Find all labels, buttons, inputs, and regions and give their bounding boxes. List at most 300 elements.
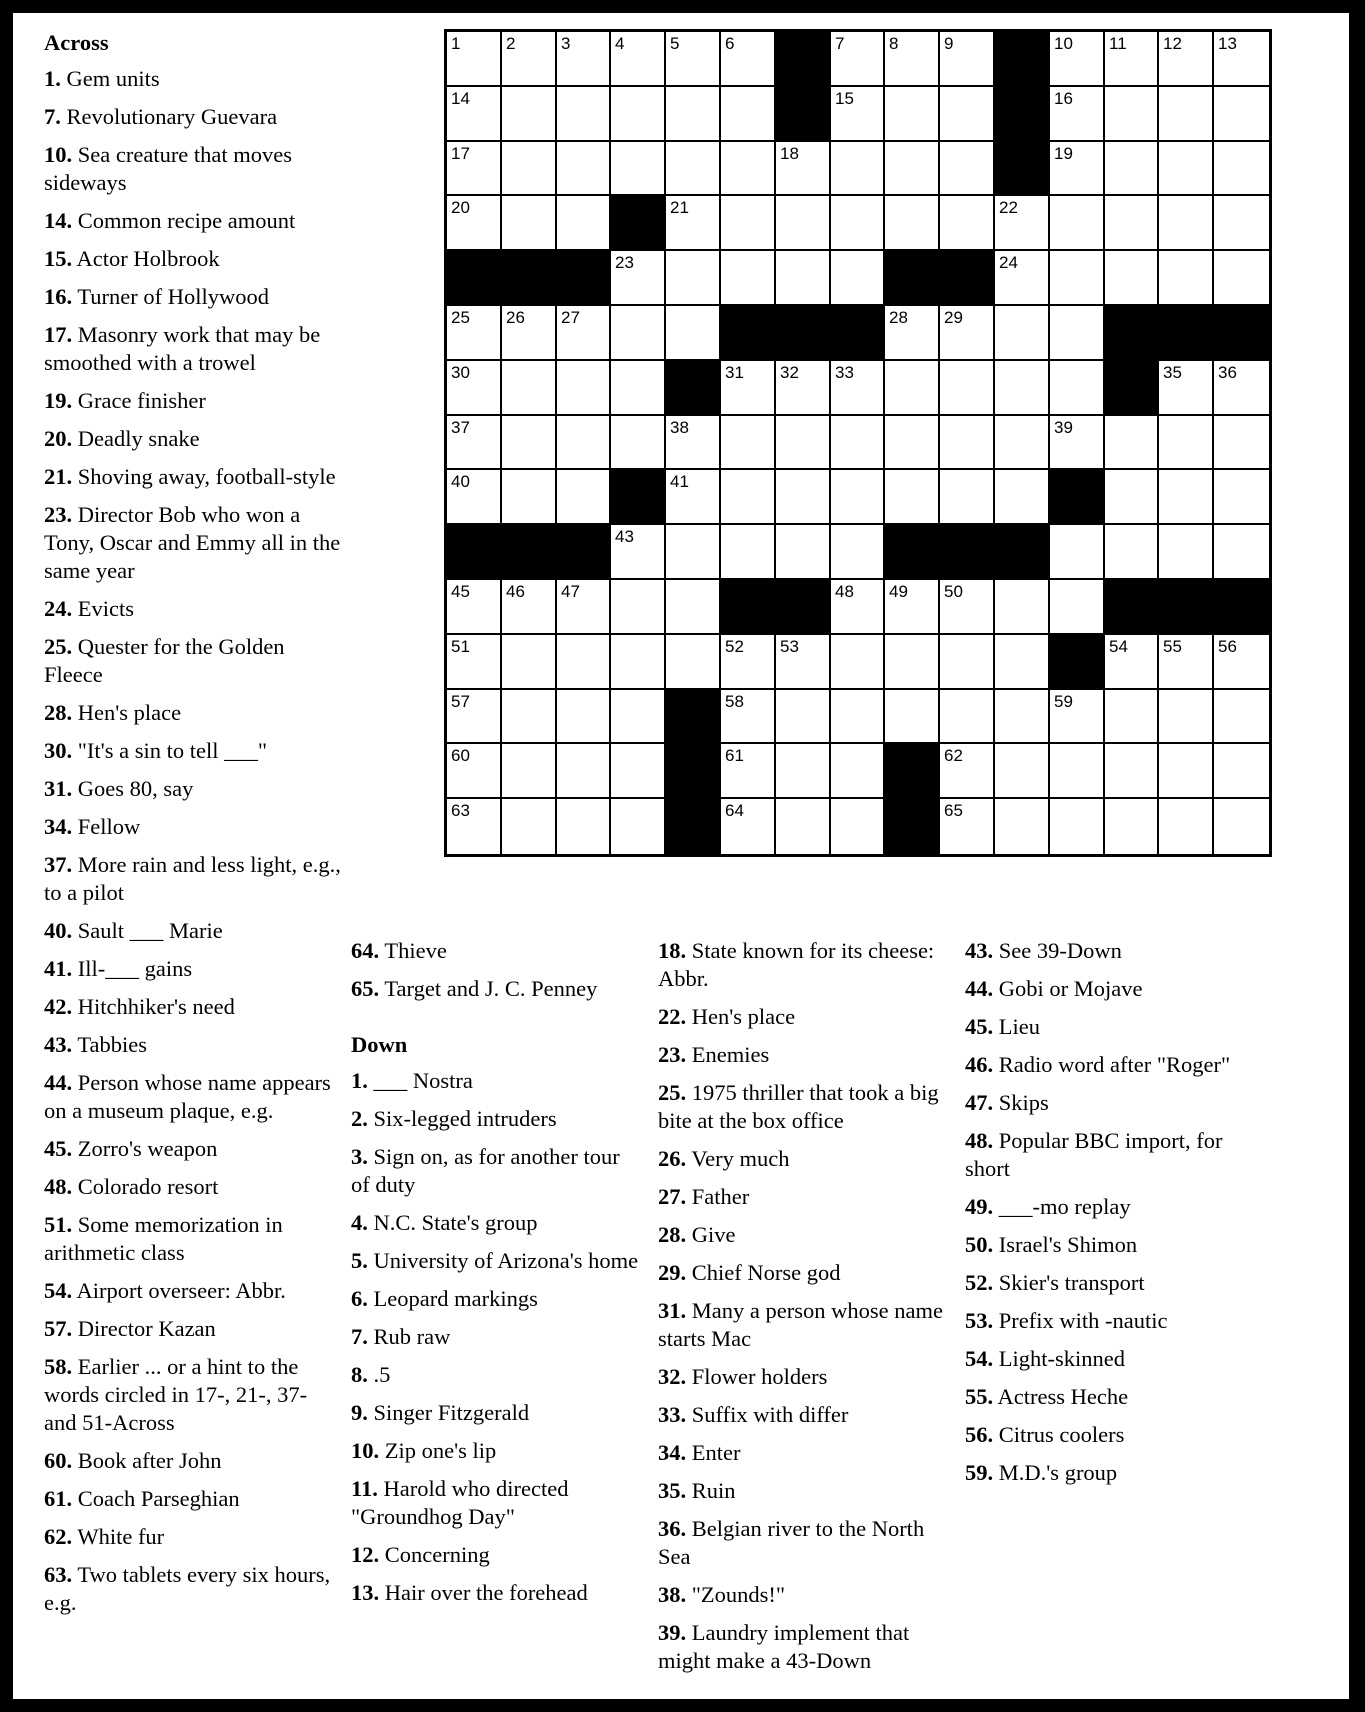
- grid-square[interactable]: [940, 306, 995, 361]
- grid-square[interactable]: [1214, 251, 1269, 306]
- down-clue[interactable]: [351, 1437, 641, 1465]
- across-clue[interactable]: [44, 917, 344, 945]
- clue-number: 13.: [351, 1580, 380, 1605]
- grid-square[interactable]: [995, 744, 1050, 799]
- grid-square[interactable]: [447, 690, 502, 744]
- clue-number: 12.: [351, 1542, 380, 1567]
- grid-square[interactable]: [1050, 525, 1105, 580]
- across-clue[interactable]: [44, 1561, 344, 1617]
- down-clue[interactable]: [658, 1477, 948, 1505]
- across-clue[interactable]: [44, 595, 344, 623]
- grid-square[interactable]: [1050, 196, 1105, 251]
- grid-square[interactable]: [557, 635, 611, 690]
- block-square: [885, 251, 940, 306]
- grid-square[interactable]: [502, 87, 557, 142]
- down-clue[interactable]: [965, 1421, 1255, 1449]
- grid-square[interactable]: [502, 799, 557, 854]
- grid-square[interactable]: [557, 744, 611, 799]
- grid-square[interactable]: [721, 416, 776, 470]
- grid-square[interactable]: [1214, 142, 1269, 196]
- down-clue[interactable]: [351, 1209, 641, 1237]
- grid-square[interactable]: [995, 251, 1050, 306]
- grid-square[interactable]: [831, 196, 885, 251]
- grid-square[interactable]: [666, 580, 721, 635]
- clue-text: Some memorization in arithmetic class: [44, 1212, 283, 1265]
- grid-square[interactable]: [776, 635, 831, 690]
- grid-square[interactable]: [447, 470, 502, 525]
- grid-square[interactable]: [940, 470, 995, 525]
- grid-square[interactable]: [557, 361, 611, 416]
- grid-square[interactable]: [502, 690, 557, 744]
- across-clue[interactable]: [44, 141, 344, 197]
- grid-square[interactable]: [776, 251, 831, 306]
- grid-square[interactable]: [1159, 196, 1214, 251]
- down-clue[interactable]: [658, 1619, 948, 1675]
- across-clue[interactable]: [44, 207, 344, 235]
- grid-square[interactable]: [885, 87, 940, 142]
- grid-square[interactable]: [1159, 361, 1214, 416]
- clue-number: 41.: [44, 956, 73, 981]
- grid-square[interactable]: [1159, 251, 1214, 306]
- grid-square[interactable]: [666, 306, 721, 361]
- square-number: 12: [1163, 34, 1182, 53]
- across-clue[interactable]: [44, 699, 344, 727]
- grid-square[interactable]: [885, 470, 940, 525]
- square-number: 41: [670, 472, 689, 491]
- block-square: [776, 580, 831, 635]
- grid-square[interactable]: [940, 142, 995, 196]
- grid-square[interactable]: [502, 196, 557, 251]
- grid-square[interactable]: [885, 306, 940, 361]
- grid-square[interactable]: [557, 32, 611, 87]
- grid-square[interactable]: [721, 87, 776, 142]
- grid-square[interactable]: [1105, 196, 1159, 251]
- clue-number: 1.: [44, 66, 61, 91]
- grid-square[interactable]: [557, 196, 611, 251]
- clue-number: 4.: [351, 1210, 368, 1235]
- down-clue[interactable]: [965, 937, 1255, 965]
- grid-square[interactable]: [447, 580, 502, 635]
- grid-square[interactable]: [885, 361, 940, 416]
- across-clue[interactable]: [44, 633, 344, 689]
- grid-square[interactable]: [1159, 799, 1214, 854]
- grid-square[interactable]: [1214, 525, 1269, 580]
- grid-square[interactable]: [447, 744, 502, 799]
- grid-square[interactable]: [1214, 87, 1269, 142]
- clue-text: Target and J. C. Penney: [384, 976, 598, 1001]
- grid-square[interactable]: [721, 635, 776, 690]
- grid-square[interactable]: [940, 32, 995, 87]
- grid-square[interactable]: [1105, 416, 1159, 470]
- grid-square[interactable]: [557, 416, 611, 470]
- clue-text: Earlier ... or a hint to the words circled in 17-, 21-, 37- and 51-Across: [44, 1354, 308, 1435]
- grid-square[interactable]: [447, 361, 502, 416]
- grid-square[interactable]: [611, 361, 666, 416]
- clue-number: 42.: [44, 994, 73, 1019]
- across-clue[interactable]: [44, 1523, 344, 1551]
- down-clue[interactable]: [658, 1515, 948, 1571]
- grid-square[interactable]: [1050, 142, 1105, 196]
- grid-square[interactable]: [502, 361, 557, 416]
- grid-square[interactable]: [1159, 142, 1214, 196]
- across-clue[interactable]: [44, 1135, 344, 1163]
- grid-square[interactable]: [1159, 635, 1214, 690]
- grid-square[interactable]: [995, 361, 1050, 416]
- grid-square[interactable]: [557, 306, 611, 361]
- grid-square[interactable]: [611, 87, 666, 142]
- grid-square[interactable]: [776, 744, 831, 799]
- down-clue[interactable]: [658, 1297, 948, 1353]
- grid-square[interactable]: [831, 744, 885, 799]
- clue-number: 63.: [44, 1562, 73, 1587]
- across-clue[interactable]: [44, 1353, 344, 1437]
- across-clue[interactable]: [44, 813, 344, 841]
- grid-square[interactable]: [611, 635, 666, 690]
- across-clue[interactable]: [44, 1277, 344, 1305]
- grid-square[interactable]: [666, 251, 721, 306]
- grid-square[interactable]: [1105, 799, 1159, 854]
- down-clue[interactable]: [658, 1259, 948, 1287]
- down-clue[interactable]: [965, 1345, 1255, 1373]
- grid-square[interactable]: [1214, 32, 1269, 87]
- grid-square[interactable]: [721, 142, 776, 196]
- grid-square[interactable]: [447, 196, 502, 251]
- grid-square[interactable]: [885, 635, 940, 690]
- grid-square[interactable]: [1105, 87, 1159, 142]
- across-clue[interactable]: [44, 851, 344, 907]
- down-clue[interactable]: [658, 937, 948, 993]
- grid-square[interactable]: [1050, 306, 1105, 361]
- clue-number: 18.: [658, 938, 687, 963]
- grid-square[interactable]: [940, 690, 995, 744]
- across-clue[interactable]: [44, 501, 344, 585]
- grid-square[interactable]: [1050, 744, 1105, 799]
- grid-square[interactable]: [557, 87, 611, 142]
- grid-square[interactable]: [557, 470, 611, 525]
- grid-square[interactable]: [831, 251, 885, 306]
- grid-square[interactable]: [502, 142, 557, 196]
- grid-square[interactable]: [502, 635, 557, 690]
- down-clue[interactable]: [965, 1051, 1255, 1079]
- down-clue[interactable]: [965, 1307, 1255, 1335]
- clue-text: State known for its cheese: Abbr.: [658, 938, 935, 991]
- grid-square[interactable]: [831, 87, 885, 142]
- grid-square[interactable]: [721, 196, 776, 251]
- across-clue[interactable]: [44, 1173, 344, 1201]
- grid-square[interactable]: [1159, 32, 1214, 87]
- grid-square[interactable]: [611, 799, 666, 854]
- grid-square[interactable]: [831, 470, 885, 525]
- down-clue[interactable]: [658, 1363, 948, 1391]
- clue-text: Citrus coolers: [998, 1422, 1125, 1447]
- grid-square[interactable]: [1105, 470, 1159, 525]
- grid-square[interactable]: [557, 799, 611, 854]
- grid-square[interactable]: [1050, 361, 1105, 416]
- down-clue[interactable]: [351, 1285, 641, 1313]
- grid-square[interactable]: [611, 142, 666, 196]
- grid-square[interactable]: [995, 690, 1050, 744]
- grid-square[interactable]: [502, 470, 557, 525]
- across-clue[interactable]: [44, 283, 344, 311]
- clue-text: Skier's transport: [998, 1270, 1145, 1295]
- grid-square[interactable]: [1105, 142, 1159, 196]
- grid-square[interactable]: [611, 690, 666, 744]
- grid-square[interactable]: [721, 361, 776, 416]
- grid-square[interactable]: [1159, 690, 1214, 744]
- across-clue[interactable]: [44, 737, 344, 765]
- grid-square[interactable]: [557, 580, 611, 635]
- square-number: 30: [451, 363, 470, 382]
- grid-square[interactable]: [885, 690, 940, 744]
- down-clue[interactable]: [351, 1323, 641, 1351]
- grid-square[interactable]: [721, 799, 776, 854]
- grid-square[interactable]: [721, 525, 776, 580]
- grid-square[interactable]: [1050, 580, 1105, 635]
- grid-square[interactable]: [666, 196, 721, 251]
- clue-text: Revolutionary Guevara: [66, 104, 278, 129]
- grid-square[interactable]: [776, 799, 831, 854]
- down-clue[interactable]: [351, 1475, 641, 1531]
- grid-square[interactable]: [776, 361, 831, 416]
- grid-square[interactable]: [776, 525, 831, 580]
- grid-square[interactable]: [611, 32, 666, 87]
- grid-square[interactable]: [447, 306, 502, 361]
- block-square: [666, 361, 721, 416]
- clue-text: Very much: [691, 1146, 790, 1171]
- block-square: [721, 306, 776, 361]
- down-clue[interactable]: [658, 1079, 948, 1135]
- grid-square[interactable]: [995, 635, 1050, 690]
- clue-number: 14.: [44, 208, 73, 233]
- grid-square[interactable]: [666, 416, 721, 470]
- grid-square[interactable]: [1159, 87, 1214, 142]
- grid-square[interactable]: [666, 470, 721, 525]
- grid-square[interactable]: [611, 525, 666, 580]
- grid-square[interactable]: [502, 416, 557, 470]
- grid-square[interactable]: [721, 251, 776, 306]
- grid-square[interactable]: [940, 580, 995, 635]
- grid-square[interactable]: [1105, 32, 1159, 87]
- across-clue[interactable]: [44, 65, 344, 93]
- across-clue[interactable]: [44, 321, 344, 377]
- grid-square[interactable]: [502, 32, 557, 87]
- down-clue[interactable]: [351, 1399, 641, 1427]
- grid-square[interactable]: [611, 744, 666, 799]
- down-clue[interactable]: [351, 1143, 641, 1199]
- across-clue[interactable]: [44, 245, 344, 273]
- down-clue[interactable]: [351, 1579, 641, 1607]
- grid-square[interactable]: [1159, 744, 1214, 799]
- grid-square[interactable]: [721, 32, 776, 87]
- across-clue[interactable]: [44, 387, 344, 415]
- clue-number: 20.: [44, 426, 73, 451]
- grid-square[interactable]: [885, 196, 940, 251]
- grid-square[interactable]: [831, 416, 885, 470]
- grid-square[interactable]: [940, 361, 995, 416]
- down-clue[interactable]: [965, 1013, 1255, 1041]
- down-clue[interactable]: [965, 1383, 1255, 1411]
- down-clue[interactable]: [351, 1247, 641, 1275]
- grid-square[interactable]: [447, 416, 502, 470]
- block-square: [776, 306, 831, 361]
- grid-square[interactable]: [776, 196, 831, 251]
- grid-square[interactable]: [1214, 744, 1269, 799]
- block-square: [721, 580, 776, 635]
- grid-square[interactable]: [447, 635, 502, 690]
- down-clue[interactable]: [965, 1231, 1255, 1259]
- down-clue[interactable]: [965, 1269, 1255, 1297]
- down-clue[interactable]: [658, 1439, 948, 1467]
- down-clue[interactable]: [658, 1183, 948, 1211]
- grid-square[interactable]: [995, 306, 1050, 361]
- down-clue[interactable]: [965, 975, 1255, 1003]
- grid-square[interactable]: [995, 196, 1050, 251]
- grid-square[interactable]: [1214, 690, 1269, 744]
- grid-square[interactable]: [502, 744, 557, 799]
- grid-square[interactable]: [502, 306, 557, 361]
- grid-square[interactable]: [557, 142, 611, 196]
- grid-square[interactable]: [666, 635, 721, 690]
- grid-square[interactable]: [776, 416, 831, 470]
- across-clue[interactable]: [44, 993, 344, 1021]
- grid-square[interactable]: [447, 32, 502, 87]
- across-clue[interactable]: [351, 937, 641, 965]
- down-clue[interactable]: [658, 1041, 948, 1069]
- square-number: 11: [1109, 34, 1127, 53]
- grid-square[interactable]: [831, 32, 885, 87]
- across-clue[interactable]: [44, 1315, 344, 1343]
- grid-square[interactable]: [885, 416, 940, 470]
- down-clue[interactable]: [351, 1067, 641, 1095]
- down-clue[interactable]: [658, 1003, 948, 1031]
- grid-square[interactable]: [831, 799, 885, 854]
- grid-square[interactable]: [940, 196, 995, 251]
- grid-square[interactable]: [1159, 470, 1214, 525]
- down-clue[interactable]: [658, 1221, 948, 1249]
- grid-square[interactable]: [885, 142, 940, 196]
- grid-square[interactable]: [776, 142, 831, 196]
- grid-square[interactable]: [447, 799, 502, 854]
- grid-square[interactable]: [1214, 196, 1269, 251]
- grid-square[interactable]: [666, 142, 721, 196]
- grid-square[interactable]: [1050, 251, 1105, 306]
- grid-square[interactable]: [1050, 799, 1105, 854]
- grid-square[interactable]: [1214, 416, 1269, 470]
- across-clue[interactable]: [44, 775, 344, 803]
- grid-square[interactable]: [1214, 635, 1269, 690]
- grid-square[interactable]: [1105, 635, 1159, 690]
- grid-square[interactable]: [1214, 799, 1269, 854]
- grid-square[interactable]: [721, 744, 776, 799]
- grid-square[interactable]: [557, 690, 611, 744]
- grid-square[interactable]: [1105, 525, 1159, 580]
- down-clue[interactable]: [658, 1145, 948, 1173]
- grid-square[interactable]: [940, 87, 995, 142]
- across-clue[interactable]: [44, 463, 344, 491]
- grid-square[interactable]: [995, 799, 1050, 854]
- square-number: 9: [944, 34, 954, 53]
- grid-square[interactable]: [611, 251, 666, 306]
- grid-square[interactable]: [1159, 416, 1214, 470]
- grid-square[interactable]: [1214, 470, 1269, 525]
- grid-square[interactable]: [721, 690, 776, 744]
- down-clue[interactable]: [965, 1089, 1255, 1117]
- across-clue[interactable]: [44, 103, 344, 131]
- grid-square[interactable]: [995, 580, 1050, 635]
- down-clue[interactable]: [658, 1401, 948, 1429]
- grid-square[interactable]: [995, 416, 1050, 470]
- grid-square[interactable]: [502, 580, 557, 635]
- across-clue[interactable]: [44, 425, 344, 453]
- grid-square[interactable]: [447, 87, 502, 142]
- clue-text: Rub raw: [373, 1324, 451, 1349]
- grid-square[interactable]: [831, 361, 885, 416]
- grid-square[interactable]: [940, 799, 995, 854]
- square-number: 63: [451, 801, 470, 820]
- grid-square[interactable]: [611, 580, 666, 635]
- grid-square[interactable]: [995, 470, 1050, 525]
- down-clue[interactable]: [965, 1127, 1255, 1183]
- grid-square[interactable]: [885, 32, 940, 87]
- across-clue[interactable]: [44, 1211, 344, 1267]
- grid-square[interactable]: [611, 306, 666, 361]
- clue-text: N.C. State's group: [373, 1210, 538, 1235]
- down-clue[interactable]: [351, 1541, 641, 1569]
- across-clue[interactable]: [44, 1069, 344, 1125]
- across-clue[interactable]: [44, 1485, 344, 1513]
- down-clue[interactable]: [965, 1193, 1255, 1221]
- grid-square[interactable]: [831, 142, 885, 196]
- grid-square[interactable]: [1050, 416, 1105, 470]
- across-clue[interactable]: [351, 975, 641, 1003]
- grid-square[interactable]: [721, 470, 776, 525]
- grid-square[interactable]: [831, 690, 885, 744]
- down-clue[interactable]: [658, 1581, 948, 1609]
- grid-square[interactable]: [1105, 744, 1159, 799]
- grid-square[interactable]: [940, 744, 995, 799]
- grid-square[interactable]: [1159, 525, 1214, 580]
- across-clue[interactable]: [44, 1447, 344, 1475]
- grid-square[interactable]: [831, 525, 885, 580]
- grid-square[interactable]: [776, 470, 831, 525]
- down-clue[interactable]: [351, 1105, 641, 1133]
- clue-text: Book after John: [77, 1448, 222, 1473]
- grid-square[interactable]: [1050, 32, 1105, 87]
- across-clue[interactable]: [44, 955, 344, 983]
- clue-text: Gem units: [66, 66, 160, 91]
- grid-square[interactable]: [1050, 87, 1105, 142]
- grid-square[interactable]: [666, 87, 721, 142]
- grid-square[interactable]: [611, 416, 666, 470]
- grid-square[interactable]: [831, 635, 885, 690]
- grid-square[interactable]: [885, 580, 940, 635]
- grid-square[interactable]: [447, 142, 502, 196]
- grid-square[interactable]: [1105, 251, 1159, 306]
- grid-square[interactable]: [940, 635, 995, 690]
- grid-square[interactable]: [1105, 690, 1159, 744]
- grid-square[interactable]: [1214, 361, 1269, 416]
- grid-square[interactable]: [776, 690, 831, 744]
- grid-square[interactable]: [666, 32, 721, 87]
- grid-square[interactable]: [1050, 690, 1105, 744]
- grid-square[interactable]: [940, 416, 995, 470]
- down-clue[interactable]: [965, 1459, 1255, 1487]
- down-clue[interactable]: [351, 1361, 641, 1389]
- grid-square[interactable]: [831, 580, 885, 635]
- grid-square[interactable]: [666, 525, 721, 580]
- clue-text: Harold who directed "Groundhog Day": [351, 1476, 569, 1529]
- across-clue[interactable]: [44, 1031, 344, 1059]
